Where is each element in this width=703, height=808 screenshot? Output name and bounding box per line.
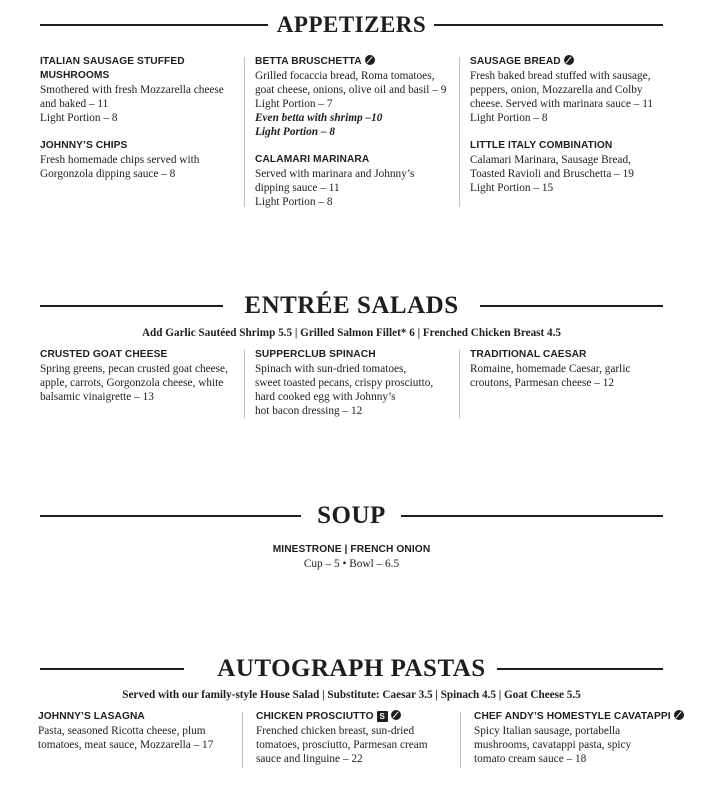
item-desc-line: balsamic vinaigrette – 13 [40,391,154,403]
menu-item [255,348,455,418]
item-desc-line: Pasta, seasoned Ricotta cheese, plum [38,725,206,737]
item-desc-line: dipping sauce – 11 [255,182,340,194]
appetizers-column-1 [40,55,245,181]
item-name: JOHNNY’S LASAGNA [38,711,145,722]
item-desc-line: Romaine, homemade Caesar, garlic [470,363,631,375]
item-desc-line: Smothered with fresh Mozzarella cheese [40,84,224,96]
menu-item [256,710,456,766]
item-desc-line: tomatoes, meat sauce, Mozzarella – 17 [38,739,214,751]
item-desc-line: Calamari Marinara, Sausage Bread, [470,154,631,166]
item-desc-line: hot bacon dressing – 12 [255,405,363,417]
item-price: Cup – 5 • Bowl – 6.5 [303,558,400,570]
section-title: APPETIZERS [276,12,427,37]
item-name-row [470,55,670,69]
item-desc-line: Frenched chicken breast, sun-dried [256,725,415,737]
item-desc-line: Spicy Italian sausage, portabella [474,725,621,737]
pastas-column-1 [38,710,238,752]
item-desc-line: Light Portion – 8 [470,112,548,124]
item-name: BETTA BRUSCHETTA [255,56,362,67]
item-name: ITALIAN SAUSAGE STUFFED MUSHROOMS [40,56,185,81]
soup-item [0,543,703,571]
menu-item [470,348,670,390]
item-desc-line: sweet toasted pecans, crispy prosciutto, [255,377,434,389]
soup-header [0,499,703,539]
item-name: CALAMARI MARINARA [255,154,370,165]
column-divider [459,57,460,207]
salads-addons: Add Garlic Sautéed Shrimp 5.5 | Grilled Salmon Fillet* 6 | Frenched Chicken Breast 4.5 [141,327,562,339]
menu-item [470,139,670,195]
item-name: MINESTRONE | FRENCH ONION [272,544,431,555]
section-title: AUTOGRAPH PASTAS [217,655,486,682]
item-name-row [255,55,455,69]
column-divider [242,712,243,768]
item-desc-line: tomato cream sauce – 18 [474,753,587,765]
column-divider [460,712,461,768]
item-name: CHICKEN PROSCIUTTO [256,711,374,722]
item-desc-line: sauce and linguine – 22 [256,753,363,765]
salads-column-3 [470,348,670,390]
section-title: ENTRÉE SALADS [244,292,459,319]
menu-item [255,55,455,139]
item-name: CRUSTED GOAT CHEESE [40,349,168,360]
item-desc-line: Spinach with sun-dried tomatoes, [255,363,407,375]
item-desc-line: Light Portion – 8 [255,196,333,208]
menu-item [474,710,689,766]
item-desc-line: apple, carrots, Gorgonzola cheese, white [40,377,224,389]
item-desc-line: Served with marinara and Johnny’s [255,168,415,180]
item-desc-line: Grilled focaccia bread, Roma tomatoes, [255,70,435,82]
gluten-free-icon [674,710,684,720]
salads-column-2 [255,348,455,418]
item-desc-line: cheese. Served with marinara sauce – 11 [470,98,654,110]
item-desc-line: tomatoes, prosciutto, Parmesan cream [256,739,428,751]
item-name: LITTLE ITALY COMBINATION [470,140,613,151]
item-desc-line: peppers, onion, Mozzarella and Colby [470,84,643,96]
menu-item [470,55,670,125]
column-divider [244,57,245,207]
pastas-column-2 [256,710,456,766]
menu-item [255,153,455,209]
item-desc-line: Even betta with shrimp –10 [255,112,383,124]
salads-column-1 [40,348,245,404]
item-desc-line: hard cooked egg with Johnny’s [255,391,396,403]
appetizers-header [0,8,703,48]
item-name-row [474,710,689,724]
menu-item [38,710,238,752]
item-desc-line: Light Portion – 8 [40,112,118,124]
section-title: SOUP [317,502,386,529]
item-desc-line: Light Portion – 15 [470,182,554,194]
item-desc-line: Light Portion – 8 [255,126,336,138]
item-desc-line: croutons, Parmesan cheese – 12 [470,377,614,389]
menu-item [40,139,245,181]
column-divider [244,350,245,418]
signature-icon: S [377,711,388,722]
pastas-column-3 [474,710,689,766]
item-desc-line: goat cheese, onions, olive oil and basil – 9 [255,84,447,96]
item-desc-line: Fresh baked bread stuffed with sausage, [470,70,651,82]
gluten-free-icon [365,55,375,65]
column-divider [459,350,460,418]
pastas-subline: Served with our family-style House Salad | Substitute: Caesar 3.5 | Spinach 4.5 | Goat Cheese 5.5 [122,689,581,701]
pastas-header [0,652,703,692]
item-desc-line: mushrooms, cavatappi pasta, spicy [474,739,632,751]
gluten-free-icon [391,710,401,720]
salads-header [0,289,703,329]
item-desc-line: Fresh homemade chips served with [40,154,200,166]
menu-item [40,348,245,404]
item-desc-line: Toasted Ravioli and Bruschetta – 19 [470,168,634,180]
appetizers-column-3 [470,55,670,195]
item-desc-line: and baked – 11 [40,98,109,110]
item-name: CHEF ANDY’S HOMESTYLE CAVATAPPI [474,711,671,722]
item-desc-line: Gorgonzola dipping sauce – 8 [40,168,176,180]
item-name: JOHNNY’S CHIPS [40,140,128,151]
gluten-free-icon [564,55,574,65]
item-name-row [256,710,456,724]
menu-item [40,55,245,125]
item-desc-line: Light Portion – 7 [255,98,333,110]
item-name: SAUSAGE BREAD [470,56,561,67]
appetizers-column-2 [255,55,455,209]
item-desc-line: Spring greens, pecan crusted goat cheese, [40,363,228,375]
item-name: SUPPERCLUB SPINACH [255,349,376,360]
item-name: TRADITIONAL CAESAR [470,349,587,360]
